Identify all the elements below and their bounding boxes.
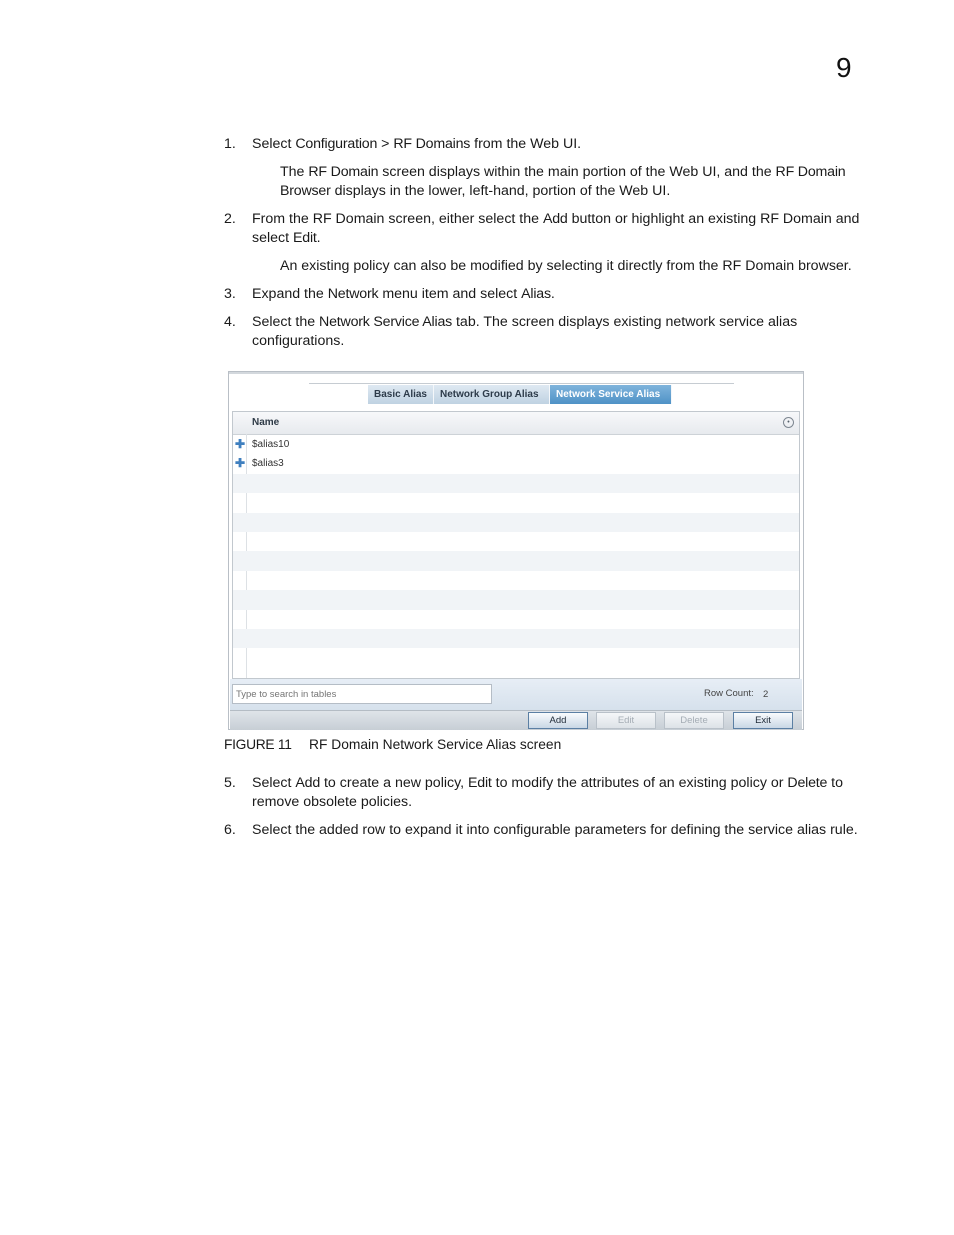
tab-basic-alias[interactable]: Basic Alias [368,385,434,404]
column-menu-icon[interactable]: • [783,417,794,428]
step-text: tab. The screen displays existing network service alias configurations. [252,314,798,349]
table-row[interactable] [233,454,799,473]
ui-term: Configuration [295,136,378,152]
step-text: displays in the lower, left-hand, portion of the Web UI. [330,183,671,199]
table-row[interactable] [233,435,799,454]
add-button[interactable]: Add [528,712,588,729]
step-6 [224,821,874,840]
step-text: menu item and select [378,286,522,302]
step-text: from the Web UI. [470,136,582,152]
step-number: 1. [224,136,236,152]
step-4 [224,313,874,351]
figure-caption [224,737,562,752]
ui-term: Edit [468,775,492,791]
ui-term: Network Service Alias [319,314,453,330]
step-text: screen displays within the main portion of the Web UI, and the [378,164,776,180]
step-3 [224,285,874,304]
empty-row [233,629,799,648]
step-1 [224,135,874,154]
network-service-alias-screenshot [228,371,804,730]
step-text: to modify the attributes of an existing policy or [491,775,788,791]
empty-row [233,571,799,590]
empty-row [233,532,799,551]
row-count-value: 2 [763,689,769,700]
step-number: 6. [224,822,236,838]
ui-term: Add [295,775,321,791]
step-text: to create a new policy, [320,775,469,791]
step-text: From the RF Domain screen, either select the [252,211,543,227]
empty-row [233,648,799,667]
empty-row [233,551,799,570]
step-number: 4. [224,314,236,330]
empty-row [233,590,799,609]
step-text: button or highlight an existing RF Domain and select [252,211,860,246]
tab-network-service-alias[interactable]: Network Service Alias [550,385,672,404]
step-text: Expand the [252,286,328,302]
step-number: 2. [224,211,236,227]
button-bar [230,710,802,730]
delete-button[interactable]: Delete [664,712,724,729]
chapter-number: 9 [836,52,852,83]
step-text: Select the [252,314,320,330]
ui-term: Add [542,211,568,227]
column-header-name[interactable]: Name [252,417,280,428]
plus-icon[interactable]: ✚ [235,437,246,451]
step-text: Select [252,136,296,152]
step-number: 5. [224,775,236,791]
step-2-note: An existing policy can also be modified by selecting it directly from the RF Domain browser. [280,258,852,274]
alias-name-cell: $alias10 [252,439,290,450]
step-1-note [280,163,874,201]
table-header [233,412,799,435]
exit-button[interactable]: Exit [733,712,793,729]
alias-table [232,411,800,679]
edit-button[interactable]: Edit [596,712,656,729]
step-text: Select the added row to expand it into configurable parameters for defining the service alias rule. [252,822,858,838]
tab-network-group-alias[interactable]: Network Group Alias [434,385,550,404]
figure-label: FIGURE 11 [224,737,292,752]
table-footer [230,679,802,710]
figure-title: RF Domain Network Service Alias screen [309,737,562,752]
alias-name-cell: $alias3 [252,458,284,470]
empty-row [233,493,799,512]
ui-term: Network [327,286,379,302]
plus-icon[interactable]: ✚ [235,456,246,471]
alias-tabs [368,385,672,404]
ui-term: RF Domain Browser [280,164,846,199]
divider [229,372,803,374]
ui-term: Edit [293,230,317,246]
ui-term: Delete [787,775,828,791]
step-text: The [280,164,309,180]
empty-row [233,513,799,532]
empty-row [233,610,799,629]
step-text: > [377,136,394,152]
step-text: to remove obsolete policies. [252,775,844,810]
step-text: Select [252,775,296,791]
step-2 [224,210,874,248]
step-text: . [316,230,321,246]
step-5 [224,774,874,812]
step-number: 3. [224,286,236,302]
row-count-label: Row Count: [704,688,754,699]
ui-term: RF Domains [393,136,471,152]
search-input[interactable] [232,684,492,704]
ui-term: Alias. [521,286,555,302]
empty-row [233,474,799,493]
table-rows [233,435,799,668]
ui-term: RF Domain [308,164,379,180]
divider [309,383,734,384]
